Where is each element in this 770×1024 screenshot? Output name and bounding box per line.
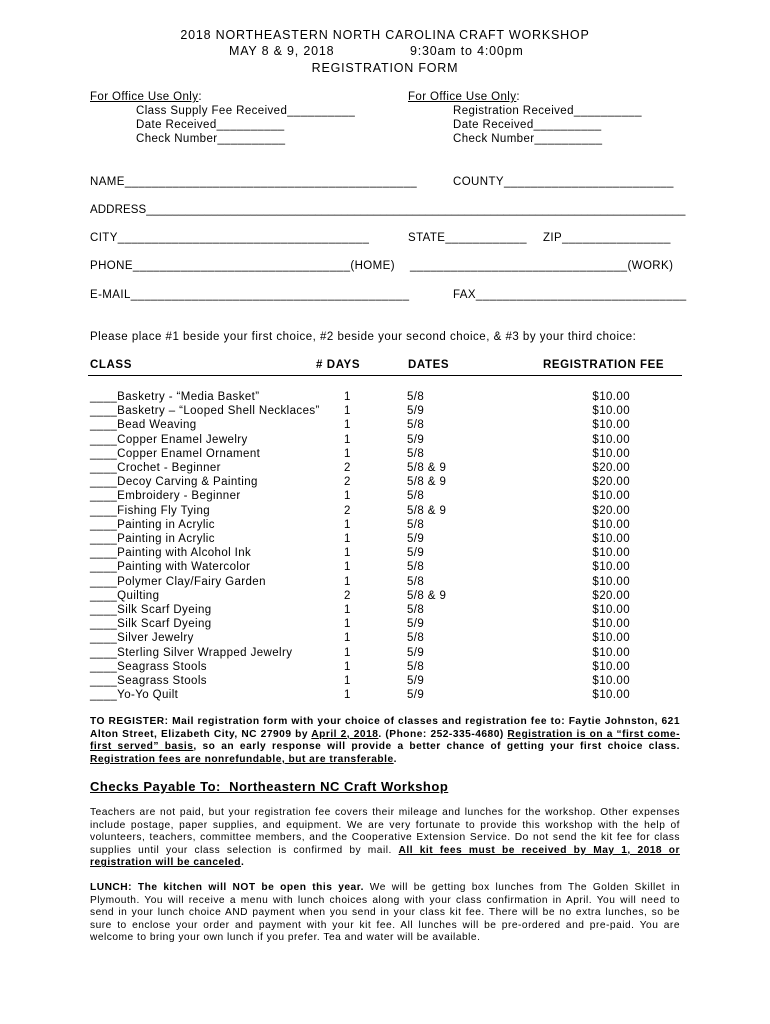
class-days: 1 [344, 533, 351, 545]
class-fee: $10.00 [592, 618, 630, 631]
office-right-line: Date Received__________ [453, 119, 602, 131]
table-row[interactable] [90, 589, 690, 603]
class-name: ____Decoy Carving & Painting [90, 476, 258, 489]
class-fee: $10.00 [592, 646, 630, 659]
class-dates: 5/9 [407, 547, 425, 560]
table-row[interactable] [90, 674, 690, 688]
table-row[interactable] [90, 418, 690, 432]
home-phone-field[interactable]: PHONE________________________________(HOME) [90, 260, 395, 272]
table-row[interactable] [90, 504, 690, 518]
table-row[interactable] [90, 660, 690, 674]
class-days: 1 [344, 632, 351, 645]
choice-instructions: Please place #1 beside your first choice, #2 beside your second choice, & #3 by your third choice: [90, 331, 637, 343]
class-dates: 5/8 [407, 419, 425, 432]
zip-field[interactable]: ZIP________________ [543, 232, 671, 244]
class-dates: 5/8 [407, 391, 425, 403]
checks-payable-heading: Checks Payable To: Northeastern NC Craft Workshop [90, 779, 449, 794]
class-days: 1 [344, 447, 351, 460]
class-name: ____Painting with Alcohol Ink [90, 547, 252, 560]
class-dates: 5/8 [407, 518, 425, 531]
table-row[interactable] [90, 532, 690, 546]
class-dates: 5/8 & 9 [407, 589, 447, 602]
class-days: 2 [344, 476, 351, 489]
class-name: ____Basketry – “Looped Shell Necklaces” [90, 405, 320, 418]
class-dates: 5/9 [407, 533, 425, 545]
class-fee: $10.00 [592, 632, 630, 645]
column-header-class: CLASS [90, 359, 132, 371]
column-header-fee: REGISTRATION FEE [543, 359, 665, 371]
class-fee: $20.00 [592, 504, 630, 517]
class-dates: 5/9 [407, 433, 425, 446]
class-dates: 5/8 [407, 490, 425, 503]
form-title: 2018 NORTHEASTERN NORTH CAROLINA CRAFT WORKSHOP [180, 28, 590, 42]
class-days: 1 [344, 547, 351, 560]
class-days: 2 [344, 589, 351, 602]
table-row[interactable] [90, 560, 690, 574]
class-name: ____Crochet - Beginner [90, 462, 221, 474]
class-days: 1 [344, 405, 351, 418]
class-fee: $10.00 [592, 561, 630, 574]
class-dates: 5/8 [407, 660, 425, 673]
class-name: ____Copper Enamel Jewelry [90, 433, 248, 446]
class-fee: $20.00 [592, 462, 630, 474]
class-days: 1 [344, 433, 351, 446]
class-fee: $20.00 [592, 476, 630, 489]
class-name: ____Copper Enamel Ornament [90, 447, 261, 460]
class-dates: 5/9 [407, 618, 425, 631]
class-fee: $10.00 [592, 419, 630, 432]
class-days: 2 [344, 504, 351, 517]
class-name: ____Painting with Watercolor [90, 561, 251, 574]
class-name: ____Silver Jewelry [90, 632, 194, 645]
column-header-dates: DATES [408, 359, 450, 371]
workshop-dates: MAY 8 & 9, 2018 [229, 44, 335, 58]
table-row[interactable] [90, 390, 690, 404]
class-fee: $10.00 [592, 447, 630, 460]
table-row[interactable] [90, 447, 690, 461]
class-fee: $10.00 [592, 689, 630, 702]
class-days: 1 [344, 618, 351, 631]
class-fee: $10.00 [592, 405, 630, 418]
header-divider [88, 375, 682, 376]
name-field[interactable]: NAME___________________________________________ [90, 176, 418, 188]
office-left-line: Class Supply Fee Received__________ [136, 105, 356, 117]
class-fee: $10.00 [592, 518, 630, 531]
class-dates: 5/8 [407, 561, 425, 574]
table-row[interactable] [90, 546, 690, 560]
class-name: ____Yo-Yo Quilt [90, 689, 179, 702]
table-row[interactable] [90, 646, 690, 660]
office-left-line: Date Received__________ [136, 119, 285, 131]
table-row[interactable] [90, 461, 690, 475]
office-use-right-heading: For Office Use Only: [408, 91, 520, 103]
class-name: ____Painting in Acrylic [90, 533, 215, 545]
class-days: 1 [344, 675, 351, 687]
class-dates: 5/9 [407, 646, 425, 659]
class-fee: $10.00 [592, 547, 630, 560]
class-days: 1 [344, 561, 351, 574]
office-left-line: Check Number__________ [136, 133, 286, 145]
class-dates: 5/8 & 9 [407, 476, 447, 489]
class-fee: $10.00 [592, 533, 630, 545]
class-days: 1 [344, 604, 351, 616]
city-field[interactable]: CITY_____________________________________ [90, 232, 370, 244]
workshop-time: 9:30am to 4:00pm [410, 44, 524, 58]
class-days: 1 [344, 646, 351, 659]
class-name: ____Quilting [90, 589, 160, 602]
address-field[interactable]: ADDRESS___________________________________________________________________________________ [90, 204, 686, 216]
class-days: 1 [344, 575, 351, 588]
class-fee: $20.00 [592, 589, 630, 602]
class-days: 1 [344, 689, 351, 702]
class-days: 1 [344, 660, 351, 673]
class-dates: 5/8 [407, 575, 425, 588]
class-days: 1 [344, 518, 351, 531]
table-row[interactable] [90, 631, 690, 645]
class-dates: 5/9 [407, 675, 425, 687]
class-name: ____Fishing Fly Tying [90, 504, 211, 517]
class-dates: 5/8 [407, 632, 425, 645]
class-name: ____Silk Scarf Dyeing [90, 618, 212, 631]
table-row[interactable] [90, 489, 690, 503]
class-fee: $10.00 [592, 433, 630, 446]
class-fee: $10.00 [592, 391, 630, 403]
teachers-paragraph: Teachers are not paid, but your registration fee covers their mileage and lunches for the workshop. Other expenses include postage, paper supplies, and equipment. We are very fortunate to provide this workshop with the help of volunteers, teachers, committee members, and the Cooperative Extension Service. Do not send the kit fee for class supplies until your class selection is confirmed by mail. All kit fees must be received by May 1, 2018 or registration will be canceled. [90, 807, 680, 869]
form-subtitle: REGISTRATION FORM [311, 61, 459, 75]
class-dates: 5/8 & 9 [407, 462, 447, 474]
class-fee: $10.00 [592, 604, 630, 616]
office-right-line: Registration Received__________ [453, 105, 642, 117]
table-row[interactable] [90, 433, 690, 447]
office-right-line: Check Number__________ [453, 133, 603, 145]
lunch-paragraph: LUNCH: The kitchen will NOT be open this year. We will be getting box lunches from The Golden Skillet in Plymouth. You will receive a menu with lunch choices along with your class confirmation in April. You will need to send in your lunch choice AND payment when you send in your class kit fee. There will be no extra lunches, so be sure to enclose your order and payment with your kit fee. All lunches will be pre-ordered and pre-paid. You are welcome to bring your own lunch if you prefer. Tea and water will be available. [90, 882, 680, 944]
class-name: ____Basketry - “Media Basket” [90, 391, 260, 403]
class-days: 1 [344, 419, 351, 432]
class-name: ____Polymer Clay/Fairy Garden [90, 575, 266, 588]
class-name: ____Bead Weaving [90, 419, 197, 432]
class-name: ____Seagrass Stools [90, 660, 207, 673]
class-days: 1 [344, 391, 351, 403]
class-name: ____Silk Scarf Dyeing [90, 604, 212, 616]
class-fee: $10.00 [592, 660, 630, 673]
email-field[interactable]: E-MAIL_________________________________________ [90, 289, 410, 301]
office-use-left-heading: For Office Use Only: [90, 91, 202, 103]
class-days: 1 [344, 490, 351, 503]
class-name: ____Embroidery - Beginner [90, 490, 241, 503]
class-name: ____Seagrass Stools [90, 675, 207, 687]
table-row[interactable] [90, 404, 690, 418]
class-fee: $10.00 [592, 575, 630, 588]
class-days: 2 [344, 462, 351, 474]
column-header-days: # DAYS [316, 359, 361, 371]
work-phone-field[interactable]: ________________________________(WORK) [410, 260, 674, 272]
table-row[interactable] [90, 617, 690, 631]
class-name: ____Painting in Acrylic [90, 518, 215, 531]
class-dates: 5/8 [407, 447, 425, 460]
class-fee: $10.00 [592, 490, 630, 503]
table-row[interactable] [90, 603, 690, 617]
register-paragraph: TO REGISTER: Mail registration form with your choice of classes and registration fee to: Faytie Johnston, 621 Alton Street, Elizabeth City, NC 27909 by April 2, 2018. (Phone: 252-335-4680) Registration is on a “first come-first served” basis, so an early response will provide a better chance of getting your first choice class. Registration fees are nonrefundable, but are transferable. [90, 716, 680, 765]
fax-field[interactable]: FAX_______________________________ [453, 289, 687, 301]
table-row[interactable] [90, 475, 690, 489]
table-row[interactable] [90, 688, 690, 702]
table-row[interactable] [90, 518, 690, 532]
county-field[interactable]: COUNTY_________________________ [453, 176, 674, 188]
class-fee: $10.00 [592, 675, 630, 687]
class-dates: 5/9 [407, 405, 425, 418]
class-dates: 5/8 [407, 604, 425, 616]
table-row[interactable] [90, 575, 690, 589]
class-dates: 5/9 [407, 689, 425, 702]
class-name: ____Sterling Silver Wrapped Jewelry [90, 646, 293, 659]
state-field[interactable]: STATE____________ [408, 232, 527, 244]
class-dates: 5/8 & 9 [407, 504, 447, 517]
